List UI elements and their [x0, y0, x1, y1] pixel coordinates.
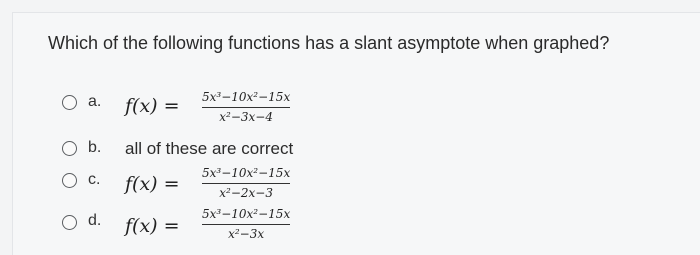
option-d-letter: d. — [88, 212, 102, 229]
radio-b[interactable] — [62, 141, 77, 156]
option-c[interactable] — [62, 168, 462, 208]
option-c-fraction — [202, 166, 290, 200]
option-b-letter: b. — [88, 139, 102, 156]
option-c-lhs: f(x) = — [125, 173, 180, 195]
question-text: Which of the following functions has a slant asymptote when graphed? — [48, 33, 610, 53]
option-b-text: all of these are correct — [125, 139, 294, 158]
option-a-letter: a. — [88, 93, 102, 110]
option-a-numerator: 5x³−10x²−15x — [202, 90, 291, 104]
option-a-fraction — [202, 90, 290, 124]
radio-c[interactable] — [62, 173, 77, 188]
option-a-denominator: x²−3x−4 — [219, 110, 273, 124]
fraction-bar — [202, 224, 290, 225]
option-c-denominator: x²−2x−3 — [219, 186, 273, 200]
radio-d[interactable] — [62, 215, 77, 230]
option-d[interactable] — [62, 207, 462, 247]
option-d-numerator: 5x³−10x²−15x — [202, 207, 291, 221]
option-d-fraction — [202, 207, 290, 241]
option-d-denominator: x²−3x — [228, 227, 265, 241]
option-a-lhs: f(x) = — [125, 95, 180, 117]
fraction-bar — [202, 107, 290, 108]
option-c-numerator: 5x³−10x²−15x — [202, 166, 291, 180]
option-d-lhs: f(x) = — [125, 215, 180, 237]
option-c-letter: c. — [88, 171, 101, 188]
fraction-bar — [202, 183, 290, 184]
option-a[interactable] — [62, 90, 462, 130]
radio-a[interactable] — [62, 95, 77, 110]
